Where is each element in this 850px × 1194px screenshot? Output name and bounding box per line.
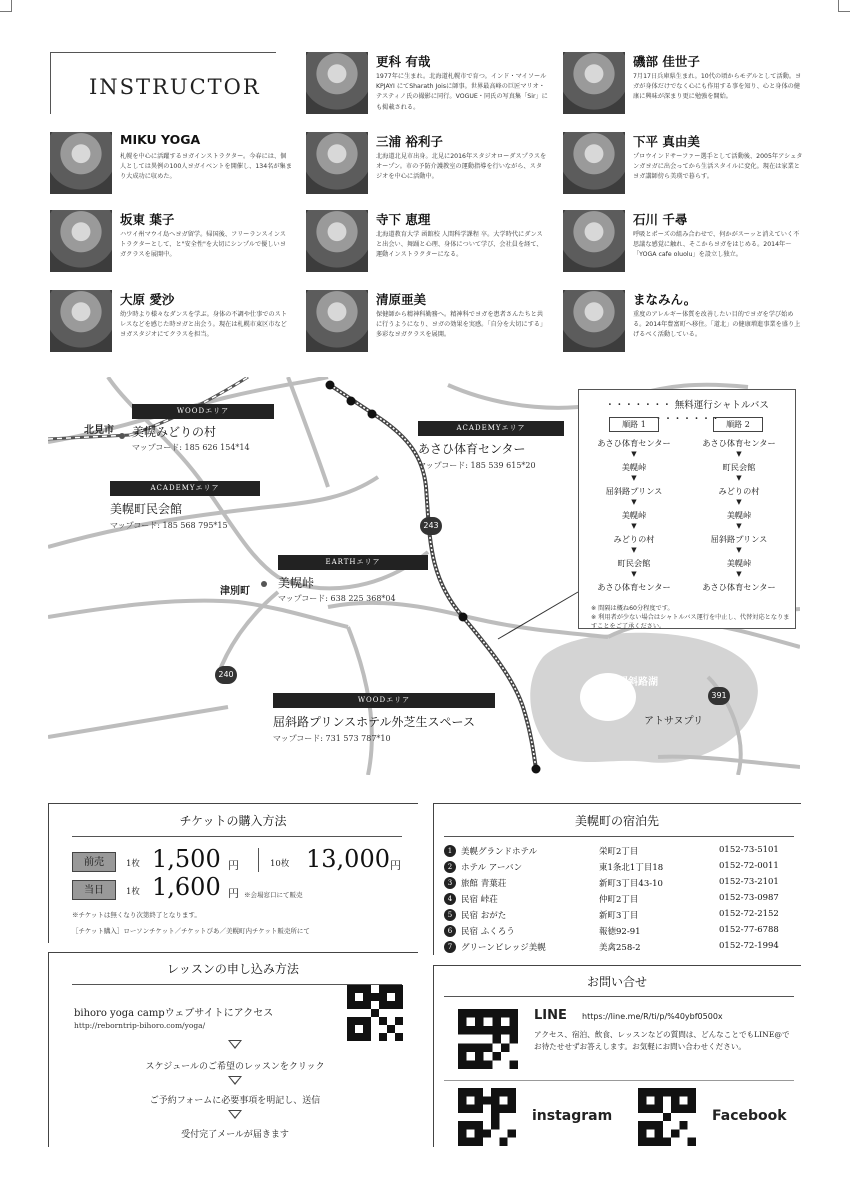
instructor-bio: 保健師から精神科勤務へ。精神科でヨガを患者さんたちと共に行うようになり、ヨガの効果を実感。「自分を大切にする」多彩なヨガクラスを展開。 [376, 311, 547, 339]
instructor-card [563, 52, 803, 118]
hotel-row [444, 941, 794, 956]
instructor-bio: 北海道教育大学 函館校 人間科学課程 卒。大学時代にダンスと出会い、舞踊と心理、身体について学び、会社員を経て、運動インストラクターになる。 [376, 231, 543, 259]
door-one-price: 1,600 [152, 873, 221, 901]
route-243-shield: 243 [420, 517, 442, 535]
hotel-address: 新町3丁目43-10 [599, 879, 663, 889]
instructor-name: 石川 千尋 [633, 212, 688, 227]
shuttle-stop: あさひ体育センター [702, 438, 776, 448]
presale-ten-qty: 10枚 [270, 859, 290, 869]
soldout-note: ※チケットは無くなり次第終了となります。 [72, 911, 201, 919]
hotel-address: 栄町2丁目 [599, 847, 639, 857]
shuttle-arrow: ▼ [736, 474, 742, 482]
shuttle-stop: 美幌峠 [621, 462, 647, 472]
yen-unit: 円 [228, 859, 239, 872]
hotel-name: 民宿 ふくろう [461, 927, 515, 937]
shuttle-title: ・・・・・・・ 無料運行シャトルバス ・・・・・・・ [605, 400, 769, 425]
door-label: 当日 [72, 880, 116, 900]
lesson-title: レッスンの申し込み方法 [167, 962, 299, 976]
route-391-shield: 391 [708, 687, 730, 705]
instructor-card [306, 210, 546, 276]
instructor-card [50, 132, 290, 198]
instagram-label[interactable]: instagram [532, 1108, 613, 1124]
hotel-number: 7 [444, 941, 456, 953]
divider [444, 996, 794, 997]
instructor-photo [563, 52, 625, 114]
instructor-card [306, 290, 546, 356]
step-arrow [228, 1076, 242, 1085]
shuttle-arrow: ▼ [736, 546, 742, 554]
venue-name: あさひ体育センター [418, 442, 526, 456]
hotel-name: 民宿 おがた [461, 911, 507, 921]
instructor-card [563, 132, 803, 198]
instructor-title: INSTRUCTOR [89, 75, 261, 99]
map-place-kussharo-lake: 屈斜路湖 [618, 677, 658, 688]
facebook-qr-code [638, 1088, 696, 1146]
presale-ten-price: 13,000 [306, 845, 390, 873]
lesson-step-1: bihoro yoga campウェブサイトにアクセス [74, 1008, 274, 1019]
shuttle-arrow: ▼ [631, 498, 637, 506]
hotel-number: 2 [444, 861, 456, 873]
venue-area-tag: WOODエリア [273, 693, 495, 708]
shuttle-stop: みどりの村 [718, 486, 760, 496]
instructor-bio: 幼少時より様々なダンスを学ぶ。身体の不調や仕事でのストレスなどを感じた時ヨガと出会う。現在は札幌市東区市などヨガスタジオにてクラスを担当。 [120, 311, 288, 339]
shuttle-arrow: ▼ [736, 498, 742, 506]
venue-name: 美幌みどりの村 [132, 425, 217, 439]
shuttle-arrow: ▼ [631, 570, 637, 578]
instructor-bio: プロウインドサーファー選手として活動後、2005年アシュタンガヨガに出会ってから生活スタイルに変化。現在は家業とヨガ講師傍ら美瑛で暮らす。 [633, 153, 803, 181]
hotel-address: 新町3丁目 [599, 911, 639, 921]
instructor-name: 清原亜美 [376, 292, 427, 307]
hotel-address: 美禽258-2 [599, 943, 641, 953]
venue-area-tag: WOODエリア [132, 404, 274, 419]
shuttle-stop: 屈斜路プリンス [605, 486, 663, 496]
line-label: LINE [534, 1008, 567, 1023]
instructor-photo [306, 290, 368, 352]
hotel-number: 5 [444, 909, 456, 921]
divider [444, 1080, 794, 1081]
hotel-phone: 0152-73-0987 [719, 893, 779, 903]
venue-name: 屈斜路プリンスホテル外芝生スペース [273, 715, 475, 729]
instructor-card [563, 290, 803, 356]
instructor-bio: 重度のアレルギー体質を改善したい目的でヨガを学び始める。2014年豊富町へ移住。「道北」の健康増進事業を盛り上げるべく活動している。 [633, 311, 801, 339]
presale-one-price: 1,500 [152, 845, 221, 873]
shuttle-arrow: ▼ [631, 522, 637, 530]
shuttle-arrow: ▼ [736, 450, 742, 458]
hotel-row [444, 877, 794, 892]
ticket-title: チケットの購入方法 [179, 814, 287, 828]
hotel-name: 美幌グランドホテル [461, 847, 538, 857]
lesson-url[interactable]: http://reborntrip-bihoro.com/yoga/ [74, 1021, 206, 1030]
instructor-name: 更科 有哉 [376, 54, 431, 69]
venue-mapcode: マップコード: 731 573 787*10 [273, 734, 391, 743]
lodging-title: 美幌町の宿泊先 [574, 814, 659, 828]
instructor-bio: 呼吸とポーズの組み合わせで、何かがスーッと消えていく不思議な感覚に触れ、そこからヨガをはじめる。2014年〜「YOGA cafe oluolu」を設立し独立。 [633, 231, 800, 259]
shuttle-stop: 町民会館 [722, 462, 756, 472]
yen-unit: 円 [390, 859, 401, 872]
shuttle-stop: みどりの村 [613, 534, 655, 544]
shuttle-arrow: ▼ [631, 546, 637, 554]
hotel-phone: 0152-73-2101 [719, 877, 779, 887]
door-one-qty: 1枚 [126, 887, 140, 897]
instructor-bio: ハワイ州マウイ島へヨガ留学。帰国後、フリーランスインストラクターとして、と"安全性"を大切にシンプルで優しいヨガクラスを展開中。 [120, 231, 286, 259]
map-place-atosanupuri: アトサヌプリ [644, 716, 704, 727]
hotel-number: 1 [444, 845, 456, 857]
step-arrow [228, 1040, 242, 1049]
instructor-card [563, 210, 803, 276]
instructor-photo [563, 210, 625, 272]
instructor-photo [563, 132, 625, 194]
shuttle-arrow: ▼ [736, 570, 742, 578]
instructor-card [50, 290, 290, 356]
venue-mapcode: マップコード: 638 225 368*04 [278, 594, 396, 603]
presale-one-qty: 1枚 [126, 859, 140, 869]
line-qr-code [458, 1009, 518, 1069]
instructor-name: まなみん。 [633, 292, 697, 307]
venue-area-tag: ACADEMYエリア [110, 481, 260, 496]
shuttle-stop: あさひ体育センター [597, 582, 671, 592]
shuttle-arrow: ▼ [631, 474, 637, 482]
instructor-name: 下平 真由美 [633, 134, 700, 149]
venue-area-tag: EARTHエリア [278, 555, 428, 570]
lesson-step-3: ご予約フォームに必要事項を明記し、送信 [149, 1096, 321, 1106]
shuttle-arrow: ▼ [736, 522, 742, 530]
instagram-qr-code [458, 1088, 516, 1146]
hotel-phone: 0152-72-2152 [719, 909, 779, 919]
instructor-card [50, 210, 290, 276]
lesson-qr-code [347, 985, 403, 1041]
door-note: ※会場窓口にて販売 [244, 891, 303, 899]
shuttle-stop: 美幌峠 [726, 558, 752, 568]
hotel-row [444, 861, 794, 876]
divider [258, 848, 259, 872]
shuttle-stop: 美幌峠 [621, 510, 647, 520]
venue-name: 美幌峠 [278, 576, 315, 590]
step-arrow [228, 1110, 242, 1119]
hotel-number: 3 [444, 877, 456, 889]
contact-title: お問い合せ [586, 975, 647, 989]
hotel-number: 6 [444, 925, 456, 937]
instructor-bio: 1977年に生まれ。北海道札幌市で育つ。インド・マイソール KPJAYI にてSharath Joisに師事。世界最高峰の巨匠マリオ・テスティノ氏の撮影に同行。VOGUE・同氏の写真集「Sir」にも掲載される。 [376, 73, 548, 111]
instructor-bio: 札幌を中心に活躍するヨガインストラクター。今春には、個人としては異例の100人ヨガイベントを開催し、134名が集まり大成功に収めた。 [120, 153, 292, 181]
instructor-name: 坂東 葉子 [120, 212, 175, 227]
crop-mark [0, 0, 12, 12]
divider [444, 836, 794, 837]
hotel-name: 民宿 峠荘 [461, 895, 498, 905]
hotel-phone: 0152-73-5101 [719, 845, 779, 855]
crop-mark [838, 0, 850, 12]
shuttle-route1-header: 順路 1 [609, 417, 659, 432]
venue-name: 美幌町民会館 [110, 502, 183, 516]
instructor-name: 三浦 裕利子 [376, 134, 443, 149]
instructor-bio: 7月17日兵庫県生まれ。10代の頃からモデルとして活動。ヨガが身体だけでなく心にも作用する事を知り、心と身体の健康に興味が深まり更に勉強を開始。 [633, 73, 802, 101]
line-description: アクセス、宿泊、飲食、レッスンなどの質問は、どんなことでもLINE@でお待たせせずお答えします。お気軽にお問い合わせください。 [534, 1030, 790, 1051]
yen-unit: 円 [228, 887, 239, 900]
instructor-name: MIKU YOGA [120, 132, 201, 147]
divider [72, 836, 402, 837]
instructor-photo [563, 290, 625, 352]
instructor-photo [306, 210, 368, 272]
instructor-name: 大原 愛沙 [120, 292, 175, 307]
venue-area-tag: ACADEMYエリア [418, 421, 564, 436]
instructor-photo [306, 52, 368, 114]
route-240-shield: 240 [215, 666, 237, 684]
shuttle-stop: 屈斜路プリンス [710, 534, 768, 544]
hotel-row [444, 909, 794, 924]
hotel-phone: 0152-72-1994 [719, 941, 779, 951]
venue-mapcode: マップコード: 185 539 615*20 [418, 461, 536, 470]
instructor-photo [50, 210, 112, 272]
shuttle-stop: 町民会館 [617, 558, 651, 568]
shuttle-arrow: ▼ [631, 450, 637, 458]
venue-mapcode: マップコード: 185 626 154*14 [132, 443, 250, 452]
instructor-name: 磯部 佳世子 [633, 54, 700, 69]
hotel-row [444, 845, 794, 860]
lesson-step-4: 受付完了メールが届きます [181, 1130, 289, 1140]
instructor-photo [50, 290, 112, 352]
shuttle-stop: あさひ体育センター [597, 438, 671, 448]
instructor-bio: 北海道北見市出身。北見に2016年スタジオローダスプラスをオープン。市の予防介護教室の運動指導を行いながら、スタジオを中心に活動中。 [376, 153, 547, 181]
ticket-vendors: ［チケット購入］ローソンチケット／チケットぴあ／美幌町内チケット販売所にて [72, 927, 310, 935]
hotel-name: 旅館 青葉荘 [461, 879, 507, 889]
hotel-address: 東1条北1丁目18 [599, 863, 664, 873]
instructor-photo [306, 132, 368, 194]
hotel-row [444, 925, 794, 940]
presale-label: 前売 [72, 852, 116, 872]
map-place-kitami: 北見市 [84, 425, 114, 436]
map-place-tsubetsu: 津別町 [220, 586, 250, 597]
shuttle-route2-header: 順路 2 [713, 417, 763, 432]
instructor-card [306, 52, 546, 118]
shuttle-stop: あさひ体育センター [702, 582, 776, 592]
venue-mapcode: マップコード: 185 568 795*15 [110, 521, 228, 530]
hotel-address: 報徳92-91 [599, 927, 641, 937]
instructor-card [306, 132, 546, 198]
hotel-row [444, 893, 794, 908]
line-url[interactable]: https://line.me/R/ti/p/%40ybf0500x [582, 1012, 723, 1021]
lesson-step-2: スケジュールのご希望のレッスンをクリック [145, 1062, 325, 1072]
shuttle-stop: 美幌峠 [726, 510, 752, 520]
facebook-label[interactable]: Facebook [712, 1108, 787, 1124]
hotel-address: 仲町2丁目 [599, 895, 639, 905]
hotel-phone: 0152-77-6788 [719, 925, 779, 935]
instructor-photo [50, 132, 112, 194]
hotel-number: 4 [444, 893, 456, 905]
shuttle-note: ※ 利用者が少ない場合はシャトルバス運行を中止し、代替対応となりますことをご了承ください。 [591, 614, 790, 630]
shuttle-note: ※ 間隔は概ね60分程度です。 [591, 605, 674, 612]
hotel-phone: 0152-72-0011 [719, 861, 779, 871]
shuttle-bus-panel [578, 389, 796, 629]
instructor-name: 寺下 恵理 [376, 212, 431, 227]
hotel-name: ホテル アーバン [461, 863, 523, 873]
hotel-name: グリーンビレッジ美幌 [461, 943, 546, 953]
instructor-section-header [50, 52, 276, 114]
